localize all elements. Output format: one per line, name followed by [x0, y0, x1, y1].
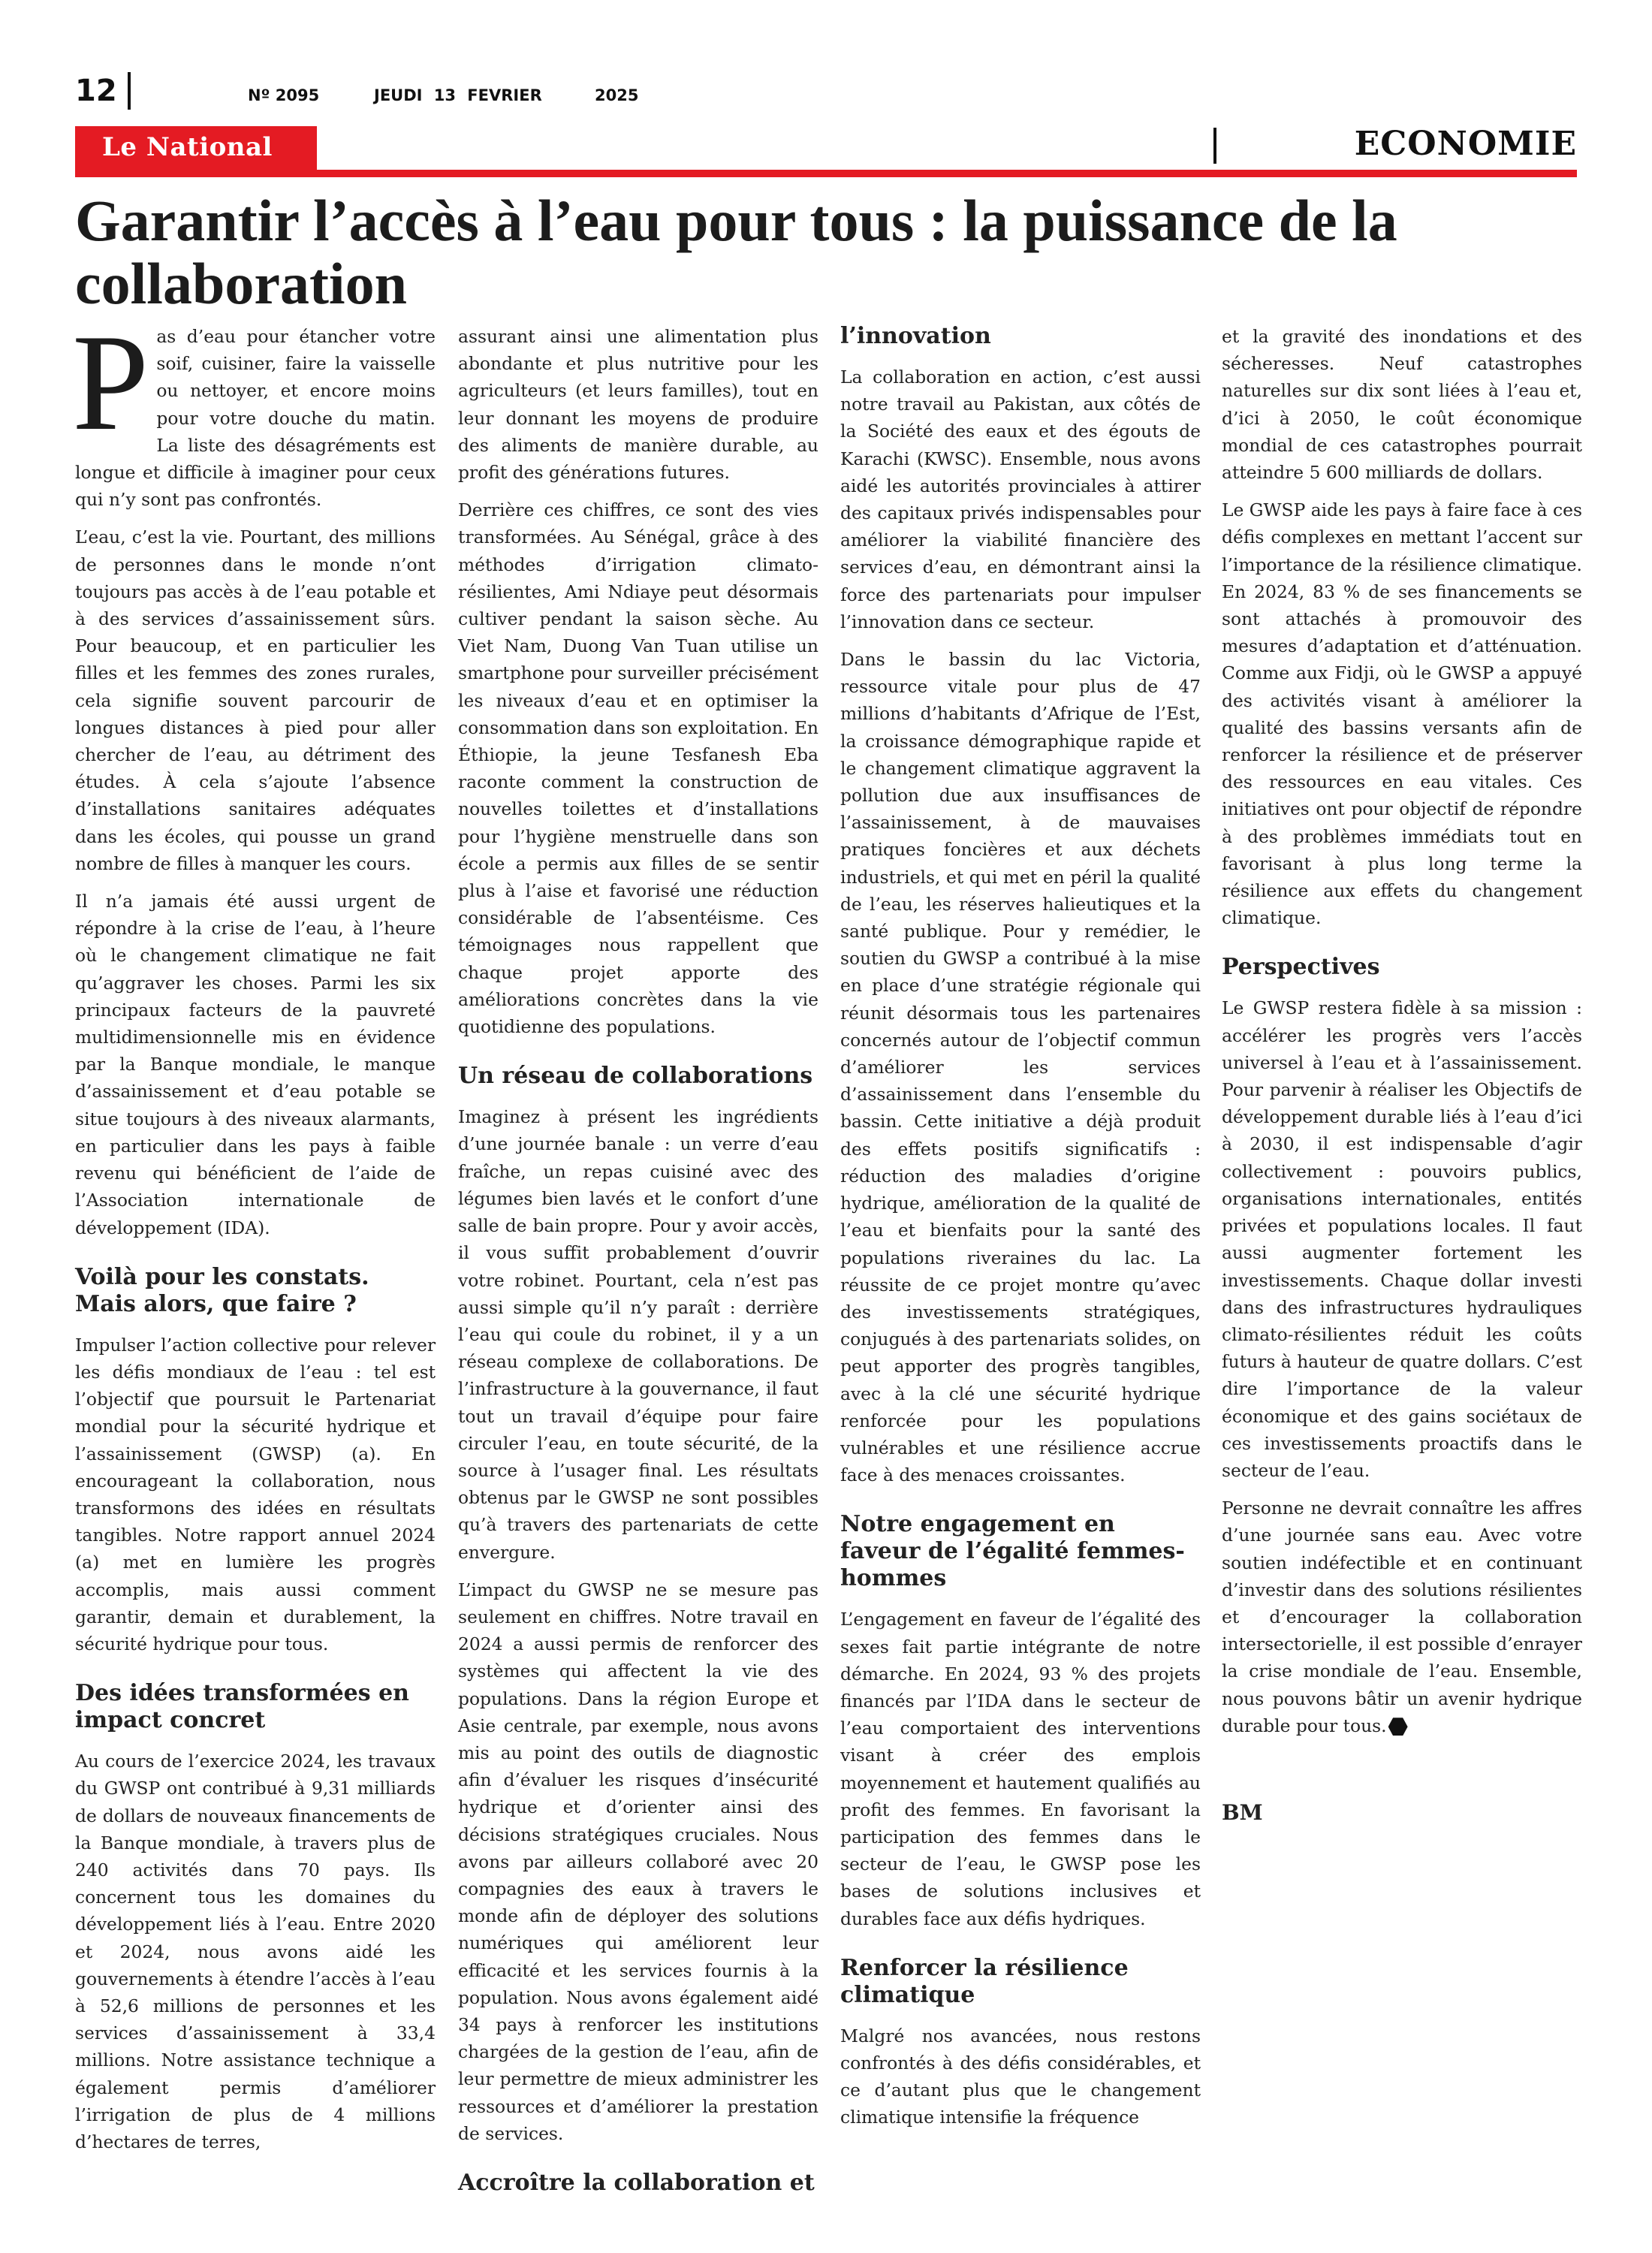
- article-column-2: [458, 323, 818, 2210]
- drop-cap: P: [72, 306, 149, 459]
- subheading: Voilà pour les constats. Mais alors, que faire ?: [75, 1263, 369, 1317]
- paragraph: L’eau, c’est la vie. Pourtant, des millions de personnes dans le monde n’ont toujours pas accès à de l’eau potable et à des services d’assainissement sûrs. Pour beaucoup, et en particulier les filles et les femmes des zones rurales, cela signifie souvent parcourir de longues distances à pied pour aller chercher de l’eau, au détriment des études. À cela s’ajoute l’absence d’installations sanitaires adéquates dans les écoles, qui pousse un grand nombre de filles à manquer les cours.: [75, 526, 436, 874]
- paragraph: Imaginez à présent les ingrédients d’une journée banale : un verre d’eau fraîche, un repas cuisiné avec des légumes bien lavés et le confort d’une salle de bain propre. Pour y avoir accès, il vous suffit probablement d’ouvrir votre robinet. Pourtant, cela n’est pas aussi simple qu’il n’y paraît : derrière l’eau qui coule du robinet, il y a un réseau complexe de collaborations. De l’infrastructure à la gouvernance, il faut tout un travail d’équipe pour faire circuler l’eau, en toute sécurité, de la source à l’usager final. Les résultats obtenus par le GWSP ne sont possibles qu’à travers des partenariats de cette envergure.: [458, 1106, 818, 1563]
- section-label: ECONOMIE: [1354, 125, 1577, 163]
- article-title: Garantir l’accès à l’eau pour tous : la puissance de la collaboration: [75, 188, 1397, 316]
- subheading: Notre engagement en faveur de l’égalité femmes-hommes: [840, 1511, 1185, 1592]
- subheading: Perspectives: [1222, 954, 1380, 981]
- author-signature: BM: [1222, 1799, 1263, 1825]
- issue-year: 2025: [595, 86, 639, 104]
- article-column-3: [840, 323, 1201, 2142]
- issue-number: Nº 2095: [248, 86, 320, 104]
- subheading: Un réseau de collaborations: [458, 1063, 813, 1090]
- paragraph: assurant ainsi une alimentation plus abondante et plus nutritive pour les agriculteurs (et leurs familles), tout en leur donnant les moyens de produire des aliments de manière durable, au profit des générations futures.: [458, 326, 818, 484]
- subheading: l’innovation: [840, 323, 991, 349]
- newspaper-logo: Le National: [102, 132, 273, 162]
- paragraph: [1222, 1494, 1582, 1739]
- paragraph-text: Personne ne devrait connaître les affres d’une journée sans eau. Avec votre soutien indéfectible et en continuant d’investir dans des solutions résilientes et d’encourager la collaboration intersectorielle, il est possible d’enrayer la crise mondiale de l’eau. Ensemble, nous pouvons bâtir un avenir hydrique durable pour tous.: [1222, 1497, 1582, 1736]
- page-number: 12: [75, 74, 117, 108]
- paragraph: Derrière ces chiffres, ce sont des vies transformées. Au Sénégal, grâce à des méthodes d’irrigation climato-résilientes, Ami Ndiaye peut désormais cultiver pendant la saison sèche. Au Viet Nam, Duong Van Tuan utilise un smartphone pour surveiller précisément les niveaux d’eau et en optimiser la consommation dans son exploitation. En Éthiopie, la jeune Tesfanesh Eba raconte comment la construction de nouvelles toilettes et d’installations pour l’hygiène menstruelle dans son école a permis aux filles de se sentir plus à l’aise et favorisé une réduction considérable de l’absentéisme. Ces témoignages nous rappellent que chaque projet apporte des améliorations concrètes dans la vie quotidienne des populations.: [458, 499, 818, 1038]
- article-column-1: [72, 306, 436, 2166]
- page-number-divider: [128, 72, 131, 110]
- paragraph: Le GWSP restera fidèle à sa mission : accélérer les progrès vers l’accès universel à l’eau et à l’assainissement. Pour parvenir à réaliser les Objectifs de développement durable liés à l’eau d’ici à 2030, il est indispensable d’agir collectivement : pouvoirs publics, organisations internationales, entités privées et populations locales. Il faut aussi augmenter fortement les investissements. Chaque dollar investi dans des infrastructures hydrauliques climato-résilientes réduit les coûts futurs à hauteur de quatre dollars. C’est dire l’importance de la valeur économique et des gains sociétaux de ces investissements proactifs dans le secteur de l’eau.: [1222, 997, 1582, 1481]
- paragraph: Le GWSP aide les pays à faire face à ces défis complexes en mettant l’accent sur l’importance de la résilience climatique. En 2024, 83 % de ses financements se sont attachés à promouvoir des mesures d’adaptation et d’atténuation. Comme aux Fidji, où le GWSP a appuyé des activités visant à améliorer la qualité des bassins versants afin de renforcer la résilience et de préserver des ressources en eau vitales. Ces initiatives ont pour objectif de répondre à des problèmes immédiats tout en favorisant à plus long terme la résilience aux effets du changement climatique.: [1222, 499, 1582, 929]
- paragraph: La collaboration en action, c’est aussi notre travail au Pakistan, aux côtés de la Société des eaux et des égouts de Karachi (KWSC). Ensemble, nous avons aidé les autorités provinciales à attirer des capitaux privés indispensables pour améliorer la viabilité financière des services d’eau, en démontrant ainsi la force des partenariats pour impulser l’innovation dans ce secteur.: [840, 366, 1201, 632]
- paragraph: Au cours de l’exercice 2024, les travaux du GWSP ont contribué à 9,31 milliards de dollars de nouveaux financements de la Banque mondiale, à travers plus de 240 activités dans 70 pays. Ils concernent tous les domaines du développement liés à l’eau. Entre 2020 et 2024, nous avons aidé les gouvernements à étendre l’accès à l’eau à 52,6 millions de personnes et les services d’assainissement à 33,4 millions. Notre assistance technique a également permis d’améliorer l’irrigation de plus de 4 millions d’hectares de terres,: [75, 1751, 436, 2152]
- issue-date: JEUDI 13 FEVRIER: [374, 86, 542, 104]
- paragraph: Malgré nos avancées, nous restons confrontés à des défis considérables, et ce d’autant plus que le changement climatique intensifie la fréquence: [840, 2025, 1201, 2128]
- paragraph: Impulser l’action collective pour relever les défis mondiaux de l’eau : tel est l’objectif que poursuit le Partenariat mondial pour la sécurité hydrique et l’assainissement (GWSP) (a). En encourageant la collaboration, nous transformons des idées en résultats tangibles. Notre rapport annuel 2024 (a) met en lumière les progrès accomplis, mais aussi comment garantir, demain et durablement, la sécurité hydrique pour tous.: [75, 1334, 436, 1654]
- subheading: Accroître la collaboration et: [458, 2170, 815, 2196]
- paragraph: L’impact du GWSP ne se mesure pas seulement en chiffres. Notre travail en 2024 a aussi permis de renforcer des systèmes qui affectent la vie des populations. Dans la région Europe et Asie centrale, par exemple, nous avons mis au point des outils de diagnostic afin d’évaluer les risques d’insécurité hydrique et d’orienter ainsi des décisions stratégiques cruciales. Nous avons par ailleurs collaboré avec 20 compagnies des eaux à travers le monde afin de déployer des solutions numériques qui améliorent leur efficacité et les services fournis à la population. Nous avons également aidé 34 pays à renforcer les institutions chargées de la gestion de l’eau, afin de leur permettre de mieux administrer les ressources et d’améliorer la prestation de services.: [458, 1579, 818, 2144]
- subheading: Renforcer la résilience climatique: [840, 1954, 1129, 2008]
- paragraph: Il n’a jamais été aussi urgent de répondre à la crise de l’eau, à l’heure où le changement climatique ne fait qu’aggraver les choses. Parmi les six principaux facteurs de la pauvreté multidimensionnelle mis en évidence par la Banque mondiale, le manque d’assainissement et d’eau potable se situe toujours à des niveaux alarmants, en particulier dans les pays à faible revenu qui bénéficient de l’aide de l’Association internationale de développement (IDA).: [75, 891, 436, 1238]
- subheading: Des idées transformées en impact concret: [75, 1680, 409, 1734]
- header-rule: [75, 170, 1577, 177]
- paragraph: et la gravité des inondations et des sécheresses. Neuf catastrophes naturelles sur dix sont liées à l’eau et, d’ici à 2050, le coût économique mondial de ces catastrophes pourrait atteindre 5 600 milliards de dollars.: [1222, 326, 1582, 484]
- end-of-article-icon: [1388, 1718, 1408, 1736]
- paragraph: [72, 306, 436, 513]
- section-divider: [1213, 128, 1216, 164]
- article-column-4: [1222, 323, 1582, 1837]
- paragraph: L’engagement en faveur de l’égalité des sexes fait partie intégrante de notre démarche. En 2024, 93 % des projets financés par l’IDA dans le secteur de l’eau comportaient des interventions visant à créer des emplois moyennement et hautement qualifiés au profit des femmes. En favorisant la participation des femmes dans le secteur de l’eau, le GWSP pose les bases de solutions inclusives et durables face aux défis hydriques.: [840, 1609, 1201, 1929]
- paragraph-text: as d’eau pour étancher votre soif, cuisiner, faire la vaisselle ou nettoyer, et encore moins pour votre douche du matin. La liste des désagréments est longue et difficile à imaginer pour ceux qui n’y sont pas confrontés.: [75, 326, 436, 511]
- paragraph: Dans le bassin du lac Victoria, ressource vitale pour plus de 47 millions d’habitants d’Afrique de l’Est, la croissance démographique rapide et le changement climatique aggravent la pollution due aux insuffisances de l’assainissement, à de mauvaises pratiques foncières et aux déchets industriels, et qui met en péril la qualité de l’eau, les réserves halieutiques et la santé publique. Pour y remédier, le soutien du GWSP a contribué à la mise en place d’une stratégie régionale qui réunit désormais tous les partenaires concernés autour de l’objectif commun d’améliorer les services d’assainissement dans l’ensemble du bassin. Cette initiative a déjà produit des effets positifs significatifs : réduction des maladies d’origine hydrique, amélioration de la qualité de l’eau et bienfaits pour la santé des populations riveraines du lac. La réussite de ce projet montre qu’avec des investissements stratégiques, conjugués à des partenariats solides, on peut apporter des progrès tangibles, avec à la clé une sécurité hydrique renforcée pour les populations vulnérables et une résilience accrue face à des menaces croissantes.: [840, 649, 1201, 1486]
